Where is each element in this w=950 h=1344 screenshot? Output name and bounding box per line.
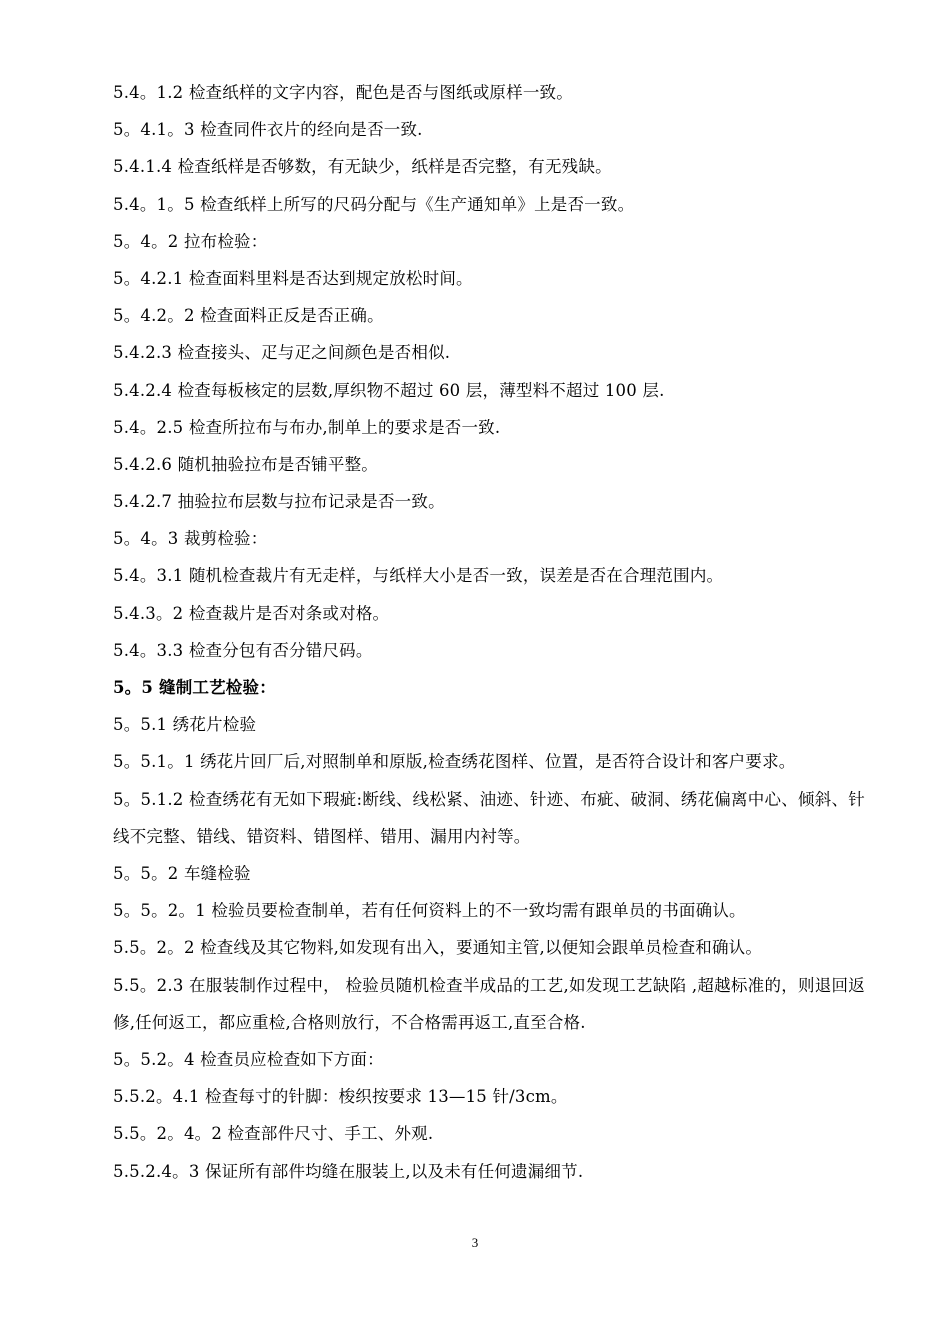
page-number: 3 — [471, 1235, 479, 1250]
document-line: 5.5.2。4.1 检查每寸的针脚：梭织按要求 13—15 针/3cm。 — [113, 1087, 568, 1107]
document-line: 5.4。3.1 随机检查裁片有无走样，与纸样大小是否一致，误差是否在合理范围内。 — [113, 566, 724, 586]
document-line: 5。4.1。3 检查同件衣片的经向是否一致. — [113, 120, 423, 140]
document-line: 5.4。1.2 检查纸样的文字内容，配色是否与图纸或原样一致。 — [113, 83, 573, 102]
document-line: 5。5。2 车缝检验 — [113, 863, 251, 883]
document-line: 5。4。2 拉布检验： — [113, 231, 268, 251]
document-line: 5。4.2。2 检查面料正反是否正确。 — [113, 306, 384, 326]
document-line: 5.4.3。2 检查裁片是否对条或对格。 — [113, 603, 390, 623]
document-line: 5.4.2.6 随机抽验拉布是否铺平整。 — [113, 454, 378, 474]
document-line: 5.5.2.4。3 保证所有部件均缝在服装上,以及未有任何遗漏细节. — [113, 1161, 584, 1181]
document-line: 5.4。1。5 检查纸样上所写的尺码分配与《生产通知单》上是否一致。 — [113, 194, 635, 214]
document-line: 5。5.1.2 检查绣花有无如下瑕疵:断线、线松紧、油迹、针迹、布疵、破洞、绣花偏离中心、倾斜、针线不完整、错线、错资料、错图样、错用、漏用内衬等。 — [113, 789, 865, 846]
document-line: 5.4.2.4 检查每板核定的层数,厚织物不超过 60 层，薄型料不超过 100 层. — [113, 380, 665, 400]
document-line: 5。5.1。1 绣花片回厂后,对照制单和原版,检查绣花图样、位置，是否符合设计和客户要求。 — [113, 752, 796, 772]
document-line: 5。4。3 裁剪检验： — [113, 529, 268, 549]
document-line: 5.5。2.3 在服装制作过程中， 检验员随机检查半成品的工艺,如发现工艺缺陷 ,超越标准的，则退回返修,任何返工，都应重检,合格则放行，不合格需再返工,直至合格. — [113, 975, 865, 1032]
document-line: 5。5.1 绣花片检验 — [113, 715, 257, 735]
document-line: 5。4.2.1 检查面料里料是否达到规定放松时间。 — [113, 268, 473, 288]
section-heading: 5。5 缝制工艺检验： — [113, 678, 276, 697]
document-line: 5.4。2.5 检查所拉布与布办,制单上的要求是否一致. — [113, 417, 501, 437]
document-body — [113, 74, 865, 1190]
document-line: 5.4.2.3 检查接头、疋与疋之间颜色是否相似. — [113, 343, 451, 363]
document-line: 5。5。2。1 检验员要检查制单，若有任何资料上的不一致均需有跟单员的书面确认。 — [113, 901, 746, 921]
document-line: 5.4.2.7 抽验拉布层数与拉布记录是否一致。 — [113, 492, 445, 512]
document-line: 5.4.1.4 检查纸样是否够数，有无缺少，纸样是否完整，有无残缺。 — [113, 157, 612, 177]
document-line: 5。5.2。4 检查员应检查如下方面： — [113, 1049, 384, 1069]
document-line: 5.4。3.3 检查分包有否分错尺码。 — [113, 640, 373, 660]
document-line: 5.5。2。2 检查线及其它物料,如发现有出入，要通知主管,以便知会跟单员检查和确认。 — [113, 938, 763, 958]
document-line: 5.5。2。4。2 检查部件尺寸、手工、外观. — [113, 1124, 434, 1144]
